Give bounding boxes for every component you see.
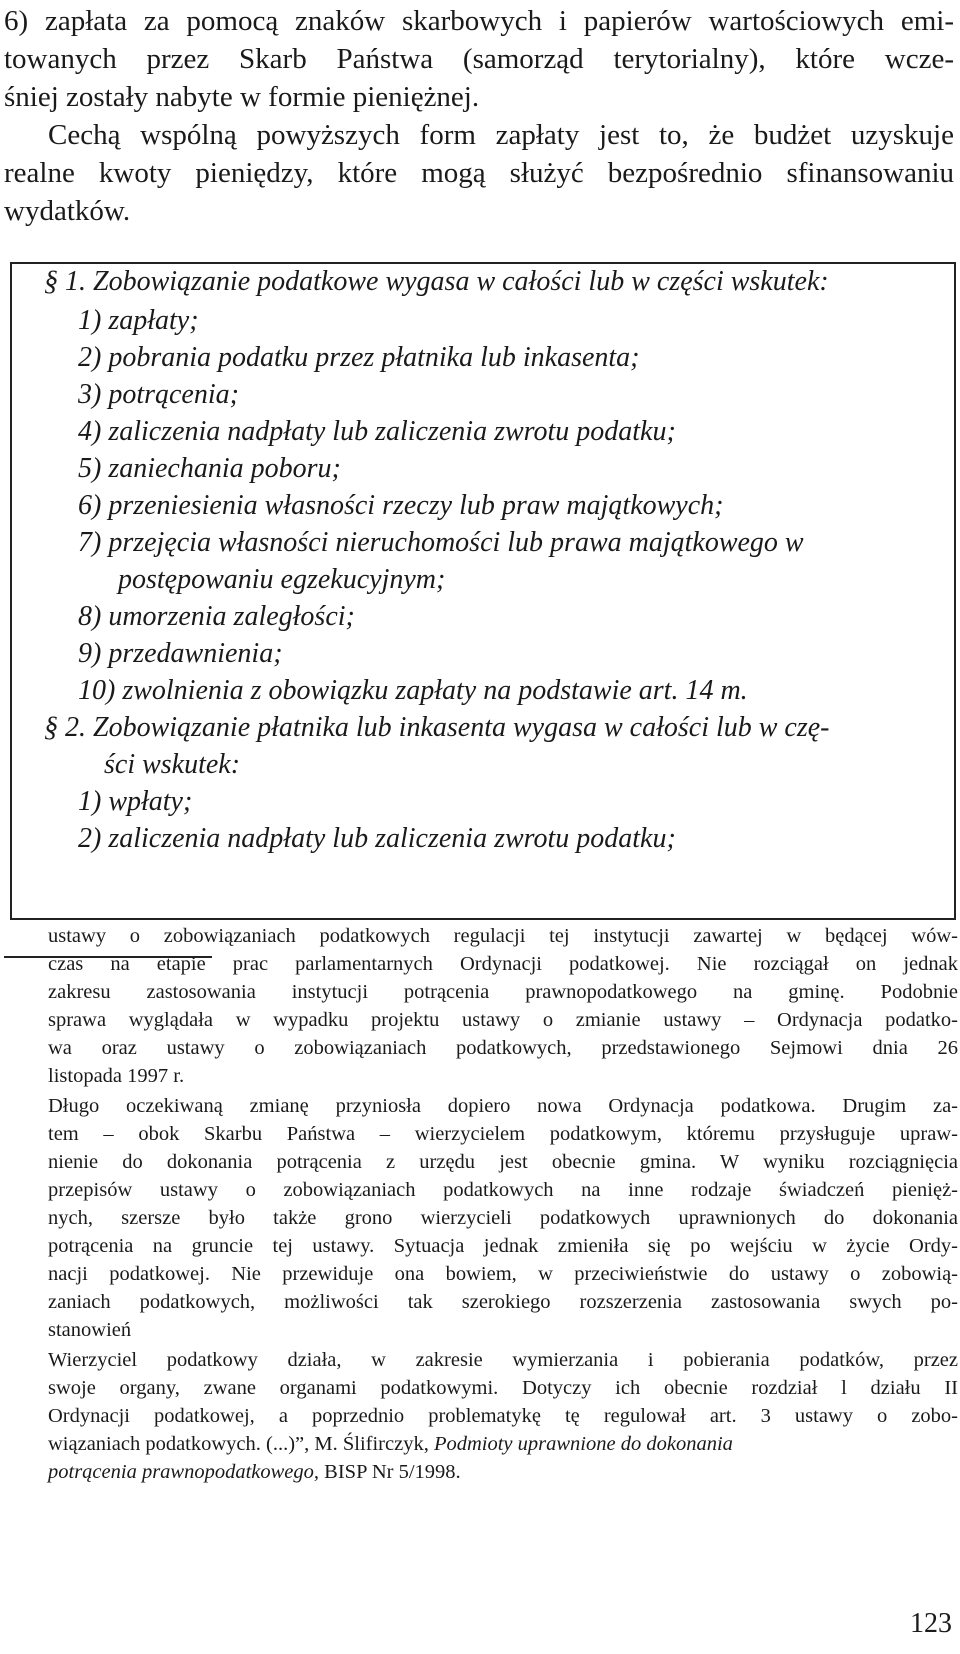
footnote-line: przepisów ustawy o zobowiązaniach podatkowych na inne rodzaje świadczeń pienięż-: [48, 1179, 958, 1201]
footnote-line: zaniach podatkowych, możliwości tak szerokiego rozszerzenia zastosowania swych po-: [48, 1291, 958, 1313]
box-item: 1) wpłaty;: [78, 786, 193, 817]
box-section-2: § 2. Zobowiązanie płatnika lub inkasenta wygasa w całości lub w czę-: [44, 712, 830, 743]
intro-line: realne kwoty pieniędzy, które mogą służyć bezpośrednio sfinansowaniu: [4, 157, 954, 189]
footnote-line: Ordynacji podatkowej, a poprzednio problematykę tę regulował art. 3 ustawy o zobo-: [48, 1405, 958, 1427]
footnote-line: nienie do dokonania potrącenia z urzędu jest obecnie gmina. W wyniku rozciągnięcia: [48, 1151, 958, 1173]
box-section-1: § 1. Zobowiązanie podatkowe wygasa w całości lub w części wskutek:: [44, 266, 829, 297]
footnote-line: sprawa wyglądała w wypadku projektu ustawy o zmianie ustawy – Ordynacja podatko-: [48, 1009, 958, 1031]
page-number: 123: [910, 1608, 952, 1639]
box-item: 6) przeniesienia własności rzeczy lub praw majątkowych;: [78, 490, 724, 521]
footnote-line: ustawy o zobowiązaniach podatkowych regulacji tej instytucji zawartej w będącej wów-: [48, 925, 958, 947]
footnote-line: nacji podatkowej. Nie przewiduje ona bowiem, w przeciwieństwie do ustawy o zobowią-: [48, 1263, 958, 1285]
footnote-line: swoje organy, zwane organami podatkowymi. Dotyczy ich obecnie rozdział l działu II: [48, 1377, 958, 1399]
footnote-line: listopada 1997 r.: [48, 1065, 185, 1087]
intro-line: wydatków.: [4, 195, 131, 227]
box-item: 7) przejęcia własności nieruchomości lub prawa majątkowego w: [78, 527, 804, 558]
box-item: 2) zaliczenia nadpłaty lub zaliczenia zwrotu podatku;: [78, 823, 676, 854]
footnote-line: potrącenia na gruncie tej ustawy. Sytuacja jednak zmieniła się po wejściu w życie Ordy-: [48, 1235, 958, 1257]
box-item: 8) umorzenia zaległości;: [78, 601, 355, 632]
box-item: 4) zaliczenia nadpłaty lub zaliczenia zwrotu podatku;: [78, 416, 676, 447]
box-item: 9) przedawnienia;: [78, 638, 283, 669]
footnote-line-text: wiązaniach podatkowych. (...)”, M. Ślifirczyk,: [48, 1433, 429, 1455]
box-item: 2) pobrania podatku przez płatnika lub inkasenta;: [78, 342, 640, 373]
footnote-line: Wierzyciel podatkowy działa, w zakresie wymierzania i pobierania podatków, przez: [48, 1349, 958, 1371]
intro-line: śniej zostały nabyte w formie pieniężnej.: [4, 81, 480, 113]
box-item-cont: postępowaniu egzekucyjnym;: [118, 564, 446, 595]
box-item: 3) potrącenia;: [78, 379, 239, 410]
citation-title-part-2: potrącenia prawnopodatkowego,: [48, 1461, 320, 1483]
box-item: 5) zaniechania poboru;: [78, 453, 341, 484]
footnote-line: tem – obok Skarbu Państwa – wierzycielem podatkowym, któremu przysługuje upraw-: [48, 1123, 958, 1145]
box-item: 10) zwolnienia z obowiązku zapłaty na podstawie art. 14 m.: [78, 675, 748, 706]
intro-line: towanych przez Skarb Państwa (samorząd terytorialny), które wcze-: [4, 43, 954, 75]
footnote-line: zakresu zastosowania instytucji potrącenia prawnopodatkowego na gminę. Podobnie: [48, 981, 958, 1003]
citation-title-part-1: Podmioty uprawnione do dokonania: [433, 1433, 733, 1455]
footnote-line: wa oraz ustawy o zobowiązaniach podatkowych, przedstawionego Sejmowi dnia 26: [48, 1037, 958, 1059]
box-section-2-cont: ści wskutek:: [104, 749, 241, 780]
citation-source: BISP Nr 5/1998.: [324, 1461, 461, 1483]
footnote-line: nych, szersze było także grono wierzycieli podatkowych uprawnionych do dokonania: [48, 1207, 958, 1229]
footnote-line: Długo oczekiwaną zmianę przyniosła dopiero nowa Ordynacja podatkowa. Drugim za-: [48, 1095, 958, 1117]
footnote-citation-line: [48, 1430, 733, 1458]
intro-line: 6) zapłata za pomocą znaków skarbowych i papierów wartościowych emi-: [4, 5, 954, 37]
footnote-citation-line: [48, 1458, 461, 1486]
footnote-line: stanowień: [48, 1319, 132, 1341]
box-item: 1) zapłaty;: [78, 305, 199, 336]
footnote-line: czas na etapie prac parlamentarnych Ordynacji podatkowej. Nie rozciągał on jednak: [48, 953, 958, 975]
intro-line: Cechą wspólną powyższych form zapłaty jest to, że budżet uzyskuje: [48, 119, 954, 151]
